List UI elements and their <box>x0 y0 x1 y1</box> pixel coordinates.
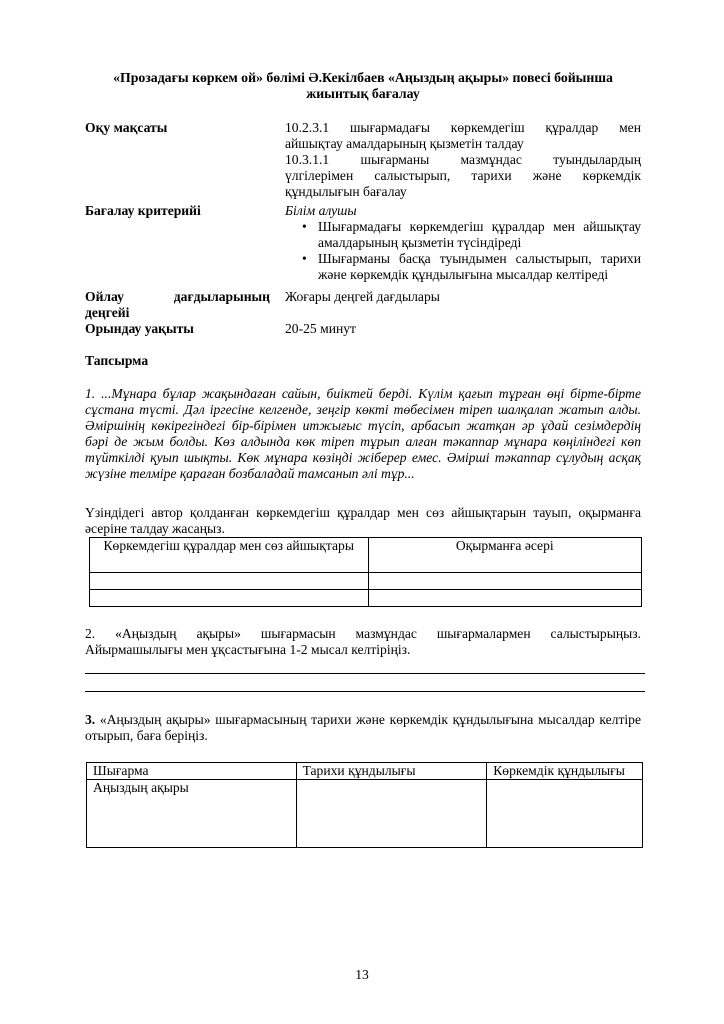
question-2-text: 2. «Аңыздың ақыры» шығармасын мазмұндас шығармалармен салыстырыңыз. Айырмашылығы мен ұқсастығына 1-2 мысал келтіріңіз. <box>85 626 641 657</box>
table-row <box>90 590 642 607</box>
question-3-body: «Аңыздың ақыры» шығармасының тарихи және көркемдік құндылығына мысалдар келтіре отырып, баға беріңіз. <box>85 712 641 743</box>
document-title <box>85 70 641 102</box>
thinking-level-value: Жоғары деңгей дағдылары <box>285 289 440 304</box>
task-heading: Тапсырма <box>85 353 149 368</box>
table-cell: Аңыздың ақыры <box>87 780 297 848</box>
objective-1-line-2: айшықтау амалдарының қызметін талдау <box>285 136 524 151</box>
thinking-label-line-2: деңгейі <box>85 305 130 320</box>
page-number: 13 <box>355 967 369 982</box>
title-line-1: «Прозадағы көркем ой» бөлімі Ә.Кекілбаев «Аңыздың ақыры» повесі бойынша <box>113 70 613 85</box>
objective-2-line-3: құндылығын бағалау <box>285 184 407 199</box>
thinking-label-word-1: Ойлау <box>85 289 124 304</box>
question-1-instruction: Үзіндідегі автор қолданған көркемдегіш құралдар мен сөз айшықтарын тауып, оқырманға әсеріне талдау жасаңыз. <box>85 505 641 536</box>
table-header-cell: Шығарма <box>87 763 297 780</box>
thinking-level-label <box>85 289 270 321</box>
answer-line[interactable] <box>85 673 645 674</box>
table-row <box>87 780 643 848</box>
table-header-cell: Оқырманға әсері <box>368 538 642 573</box>
question-1-passage: 1. ...Мұнара бұлар жақындаған сайын, биіктей берді. Күлім қағып тұрған өңі бірте-бірте сұстана түсті. Дәл іргесіне келгенде, зеңгір көкті төбесімен тіреп шалқалап жатып алды. Әміршінің көкірегіндегі бір-бірімен итжығыс түсіп, арбасып жатқан әр ұдай сезімдердің бәрі де жым болды. Көз алдында көк тіреп тұрып алған тәкаппар мұнара көңіліндегі көп түйткілді қуып шықты. Көк мұнара көзіңді жіберер емес. Әмірші тәкаппар сұлудың асқақ жүзіне телміре қараған бозбаладай тамсанып әлі тұр... <box>85 386 641 481</box>
table-header-cell: Көркемдегіш құралдар мен сөз айшықтары <box>90 538 369 573</box>
evaluation-table <box>86 762 643 848</box>
table-cell[interactable] <box>296 780 487 848</box>
criteria-item: • Шығармадағы көркемдегіш құралдар мен айшықтау амалдарының қызметін түсіндіреді <box>285 219 641 251</box>
table-header-row <box>87 763 643 780</box>
criteria-item: • Шығарманы басқа туындымен салыстырып, тарихи және көркемдік құндылығына мысалдар келтіреді <box>285 251 641 283</box>
table-cell[interactable] <box>368 573 642 590</box>
analysis-table <box>89 537 642 607</box>
criteria-value <box>285 203 641 283</box>
table-cell[interactable] <box>368 590 642 607</box>
question-3-text <box>85 712 641 744</box>
title-line-2: жиынтық бағалау <box>306 86 420 101</box>
table-cell[interactable] <box>90 573 369 590</box>
table-cell[interactable] <box>90 590 369 607</box>
question-3-number: 3. <box>85 712 96 727</box>
table-header-cell: Тарихи құндылығы <box>296 763 487 780</box>
criteria-label: Бағалау критерийі <box>85 203 201 218</box>
thinking-label-word-2: дағдыларының <box>173 289 270 304</box>
time-value: 20-25 минут <box>285 321 357 336</box>
objectives-label: Оқу мақсаты <box>85 120 168 135</box>
table-header-cell: Көркемдік құндылығы <box>487 763 643 780</box>
criteria-list <box>285 219 641 283</box>
objective-2-line-1: 10.3.1.1 шығарманы мазмұндас туындылардың <box>285 152 641 167</box>
answer-line[interactable] <box>85 691 645 692</box>
objective-1-line-1: 10.2.3.1 шығармадағы көркемдегіш құралдар мен <box>285 120 641 135</box>
criteria-intro: Білім алушы <box>285 203 357 218</box>
time-label: Орындау уақыты <box>85 321 194 336</box>
objectives-value <box>285 120 641 200</box>
objective-2-line-2: үлгілерімен салыстырып, тарихи және көркемдік <box>285 168 641 183</box>
table-row <box>90 573 642 590</box>
table-header-row <box>90 538 642 573</box>
table-cell[interactable] <box>487 780 643 848</box>
